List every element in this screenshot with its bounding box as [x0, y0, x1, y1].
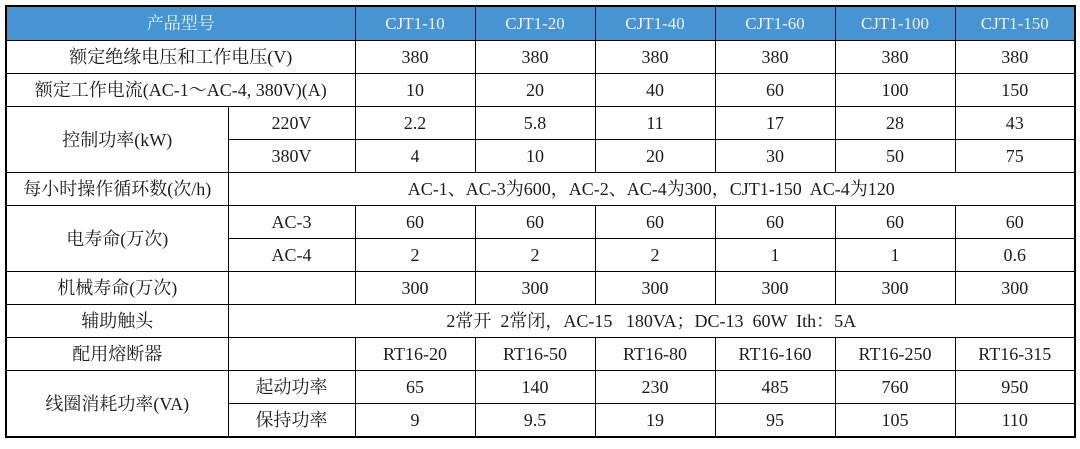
value-cell: 60	[475, 206, 595, 239]
value-cell: 10	[355, 74, 475, 107]
empty-sub-cell	[228, 338, 355, 371]
value-cell: 380	[715, 41, 835, 74]
value-cell: RT16-250	[835, 338, 955, 371]
header-model-cjt1-10: CJT1-10	[355, 6, 475, 41]
value-cell: 2	[355, 239, 475, 272]
header-model-cjt1-150: CJT1-150	[955, 6, 1075, 41]
row-label-fuse: 配用熔断器	[6, 338, 228, 371]
operating-cycles-note: AC-1、AC-3为600，AC-2、AC-4为300，CJT1-150 AC-4为120	[228, 173, 1075, 206]
value-cell: 60	[715, 74, 835, 107]
row-label-control-power: 控制功率(kW)	[6, 107, 228, 173]
value-cell: 43	[955, 107, 1075, 140]
value-cell: 60	[715, 206, 835, 239]
value-cell: 9	[355, 404, 475, 438]
spec-table-container	[5, 5, 1076, 438]
row-label-auxiliary-contacts: 辅助触头	[6, 305, 228, 338]
row-label-rated-voltage: 额定绝缘电压和工作电压(V)	[6, 41, 355, 74]
value-cell: 380	[355, 41, 475, 74]
value-cell: 4	[355, 140, 475, 173]
header-model-cjt1-100: CJT1-100	[835, 6, 955, 41]
value-cell: 28	[835, 107, 955, 140]
row-label-operating-cycles: 每小时操作循环数(次/h)	[6, 173, 228, 206]
value-cell: 20	[475, 74, 595, 107]
sub-label-380v: 380V	[228, 140, 355, 173]
value-cell: RT16-315	[955, 338, 1075, 371]
value-cell: 300	[715, 272, 835, 305]
value-cell: 760	[835, 371, 955, 404]
row-auxiliary-contacts	[6, 305, 1075, 338]
row-label-electrical-life: 电寿命(万次)	[6, 206, 228, 272]
value-cell: 11	[595, 107, 715, 140]
sub-label-220v: 220V	[228, 107, 355, 140]
value-cell: 105	[835, 404, 955, 438]
header-product-model: 产品型号	[6, 6, 355, 41]
value-cell: 110	[955, 404, 1075, 438]
row-fuse	[6, 338, 1075, 371]
value-cell: 300	[835, 272, 955, 305]
value-cell: 485	[715, 371, 835, 404]
value-cell: 300	[955, 272, 1075, 305]
header-model-cjt1-40: CJT1-40	[595, 6, 715, 41]
value-cell: 10	[475, 140, 595, 173]
value-cell: 60	[835, 206, 955, 239]
row-mechanical-life	[6, 272, 1075, 305]
value-cell: 9.5	[475, 404, 595, 438]
value-cell: 30	[715, 140, 835, 173]
row-rated-current	[6, 74, 1075, 107]
value-cell: 380	[595, 41, 715, 74]
row-operating-cycles	[6, 173, 1075, 206]
value-cell: 40	[595, 74, 715, 107]
auxiliary-contacts-note: 2常开 2常闭，AC-15 180VA；DC-13 60W Ith：5A	[228, 305, 1075, 338]
value-cell: 950	[955, 371, 1075, 404]
value-cell: 60	[595, 206, 715, 239]
value-cell: 380	[955, 41, 1075, 74]
row-rated-voltage	[6, 41, 1075, 74]
header-model-cjt1-60: CJT1-60	[715, 6, 835, 41]
value-cell: 17	[715, 107, 835, 140]
empty-sub-cell	[228, 272, 355, 305]
value-cell: 2	[595, 239, 715, 272]
value-cell: 300	[595, 272, 715, 305]
value-cell: 20	[595, 140, 715, 173]
value-cell: 380	[835, 41, 955, 74]
value-cell: RT16-20	[355, 338, 475, 371]
row-label-mechanical-life: 机械寿命(万次)	[6, 272, 228, 305]
value-cell: 140	[475, 371, 595, 404]
value-cell: 230	[595, 371, 715, 404]
value-cell: 75	[955, 140, 1075, 173]
value-cell: 300	[475, 272, 595, 305]
value-cell: 1	[835, 239, 955, 272]
value-cell: 1	[715, 239, 835, 272]
row-label-rated-current: 额定工作电流(AC-1～AC-4, 380V)(A)	[6, 74, 355, 107]
sub-label-ac4: AC-4	[228, 239, 355, 272]
sub-label-starting-power: 起动功率	[228, 371, 355, 404]
value-cell: 2	[475, 239, 595, 272]
value-cell: 50	[835, 140, 955, 173]
header-model-cjt1-20: CJT1-20	[475, 6, 595, 41]
row-control-power-220v	[6, 107, 1075, 140]
value-cell: 300	[355, 272, 475, 305]
value-cell: 65	[355, 371, 475, 404]
value-cell: RT16-50	[475, 338, 595, 371]
sub-label-holding-power: 保持功率	[228, 404, 355, 438]
value-cell: 100	[835, 74, 955, 107]
value-cell: 95	[715, 404, 835, 438]
contactor-spec-table	[5, 5, 1076, 438]
value-cell: 150	[955, 74, 1075, 107]
value-cell: 5.8	[475, 107, 595, 140]
value-cell: RT16-160	[715, 338, 835, 371]
row-electrical-life-ac3	[6, 206, 1075, 239]
value-cell: 19	[595, 404, 715, 438]
header-row	[6, 6, 1075, 41]
value-cell: RT16-80	[595, 338, 715, 371]
row-coil-power-start	[6, 371, 1075, 404]
value-cell: 60	[955, 206, 1075, 239]
sub-label-ac3: AC-3	[228, 206, 355, 239]
row-label-coil-power: 线圈消耗功率(VA)	[6, 371, 228, 438]
value-cell: 60	[355, 206, 475, 239]
value-cell: 2.2	[355, 107, 475, 140]
value-cell: 0.6	[955, 239, 1075, 272]
value-cell: 380	[475, 41, 595, 74]
